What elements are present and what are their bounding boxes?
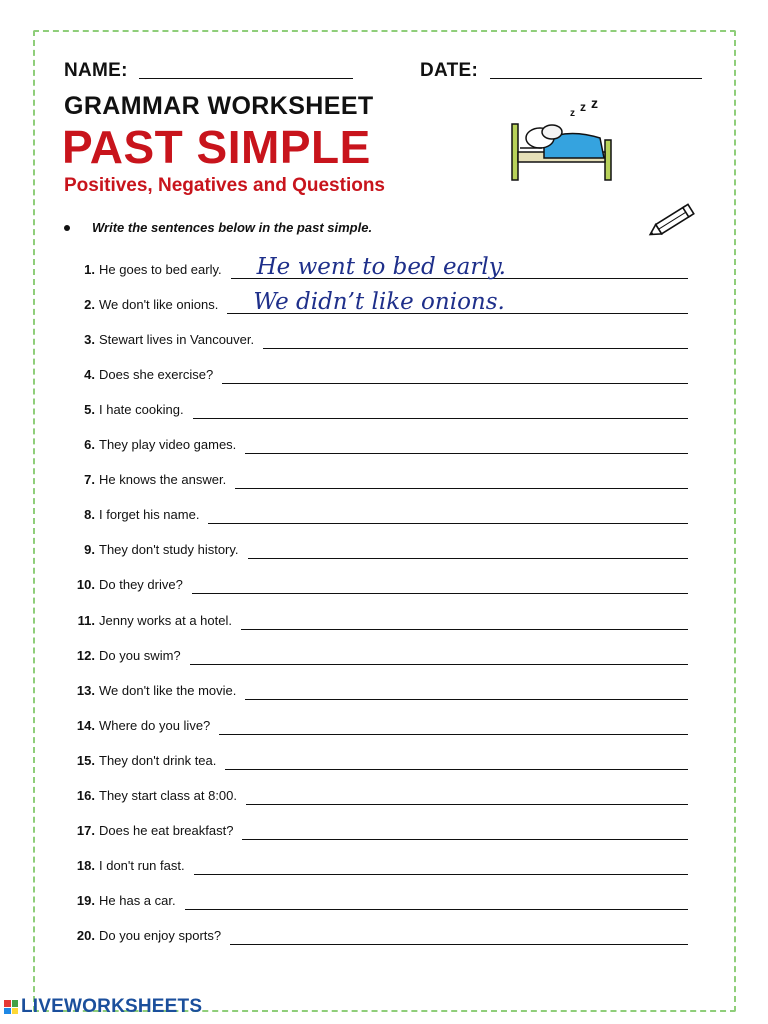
question-text: I forget his name. (99, 507, 200, 523)
question-number: 15. (76, 752, 95, 768)
answer-field[interactable] (263, 326, 688, 349)
question-text: We don't like the movie. (99, 682, 237, 698)
question-number: 9. (84, 542, 95, 558)
topic-title: PAST SIMPLE (62, 121, 371, 173)
answer-field[interactable] (219, 712, 688, 735)
question-row (64, 500, 688, 524)
answer-field[interactable] (222, 361, 688, 384)
answer-field[interactable] (227, 291, 688, 314)
question-row (64, 430, 688, 454)
question-number: 13. (76, 682, 95, 698)
question-number: 14. (76, 717, 95, 733)
question-number: 19. (76, 892, 95, 908)
answer-field[interactable] (245, 431, 688, 454)
question-text: Does she exercise? (99, 367, 214, 383)
answer-field[interactable] (245, 677, 688, 700)
question-number: 6. (84, 437, 95, 453)
question-row (64, 535, 688, 559)
question-row (64, 921, 688, 945)
sleeping-person-in-bed-icon (508, 100, 618, 182)
question-text: They start class at 8:00. (99, 787, 238, 803)
question-text: Do they drive? (99, 577, 183, 593)
question-number: 5. (84, 402, 95, 418)
question-row (64, 676, 688, 700)
question-text: Where do you live? (99, 717, 211, 733)
answer-field[interactable] (242, 817, 688, 840)
answer-field[interactable] (230, 922, 688, 945)
question-text: Do you enjoy sports? (99, 927, 222, 943)
question-text: We don't like onions. (99, 297, 219, 313)
question-text: Jenny works at a hotel. (99, 612, 232, 628)
instruction-text: Write the sentences below in the past simple. (92, 220, 373, 235)
question-row (64, 290, 688, 314)
liveworksheets-logo-icon (4, 1000, 18, 1014)
svg-text:z: z (570, 108, 575, 119)
question-row (64, 255, 688, 279)
question-text: He goes to bed early. (99, 262, 222, 277)
answer-field[interactable] (248, 536, 688, 559)
question-text: I hate cooking. (99, 402, 184, 418)
question-row (64, 781, 688, 805)
answer-field[interactable] (194, 852, 688, 875)
pencil-icon (645, 200, 701, 244)
question-text: Do you swim? (99, 647, 181, 663)
question-row (64, 325, 688, 349)
answer-field[interactable] (235, 466, 688, 489)
name-field[interactable] (139, 78, 353, 79)
question-row (64, 570, 688, 594)
question-text: He knows the answer. (99, 472, 227, 488)
name-label: NAME: (64, 60, 128, 81)
question-number: 18. (76, 857, 95, 873)
question-number: 17. (76, 822, 95, 838)
footer-brand-text: LIVEWORKSHEETS (21, 996, 203, 1017)
question-row (64, 886, 688, 910)
answer-field[interactable] (241, 607, 688, 630)
svg-text:z: z (591, 100, 598, 111)
question-number: 12. (76, 647, 95, 663)
question-number: 7. (84, 472, 95, 488)
question-number: 4. (84, 367, 95, 383)
question-text: They play video games. (99, 437, 237, 453)
question-number: 3. (84, 332, 95, 348)
question-number: 2. (84, 297, 95, 313)
question-text: They don't drink tea. (99, 752, 217, 768)
question-number: 11. (77, 612, 95, 628)
bullet-icon (64, 225, 70, 231)
answer-field[interactable] (225, 747, 688, 770)
answer-field[interactable] (231, 256, 688, 279)
answer-field[interactable] (246, 782, 688, 805)
question-number: 1. (84, 262, 95, 277)
question-row (64, 360, 688, 384)
answer-text: He went to bed early. (256, 254, 506, 280)
svg-text:z: z (580, 100, 586, 114)
answer-field[interactable] (208, 501, 688, 524)
answer-field[interactable] (192, 571, 688, 594)
footer-brand (4, 996, 202, 1018)
worksheet-title: GRAMMAR WORKSHEET (64, 92, 374, 120)
date-label: DATE: (420, 60, 479, 81)
question-text: He has a car. (99, 892, 176, 908)
question-row (64, 851, 688, 875)
question-row (64, 606, 688, 630)
question-number: 10. (76, 577, 95, 593)
topic-subtitle: Positives, Negatives and Questions (64, 175, 385, 196)
question-text: Does he eat breakfast? (99, 822, 234, 838)
question-number: 20. (76, 927, 95, 943)
instruction (64, 220, 372, 235)
question-row (64, 395, 688, 419)
question-number: 8. (84, 507, 95, 523)
answer-text: We didn’t like onions. (253, 289, 505, 316)
question-text: I don't run fast. (99, 857, 185, 873)
question-text: They don't study history. (99, 542, 239, 558)
date-field[interactable] (490, 78, 702, 79)
question-number: 16. (76, 787, 95, 803)
answer-field[interactable] (190, 642, 688, 665)
question-row (64, 746, 688, 770)
question-row (64, 465, 688, 489)
question-text: Stewart lives in Vancouver. (99, 332, 255, 348)
question-row (64, 816, 688, 840)
question-row (64, 711, 688, 735)
answer-field[interactable] (193, 396, 688, 419)
question-row (64, 641, 688, 665)
answer-field[interactable] (185, 887, 688, 910)
